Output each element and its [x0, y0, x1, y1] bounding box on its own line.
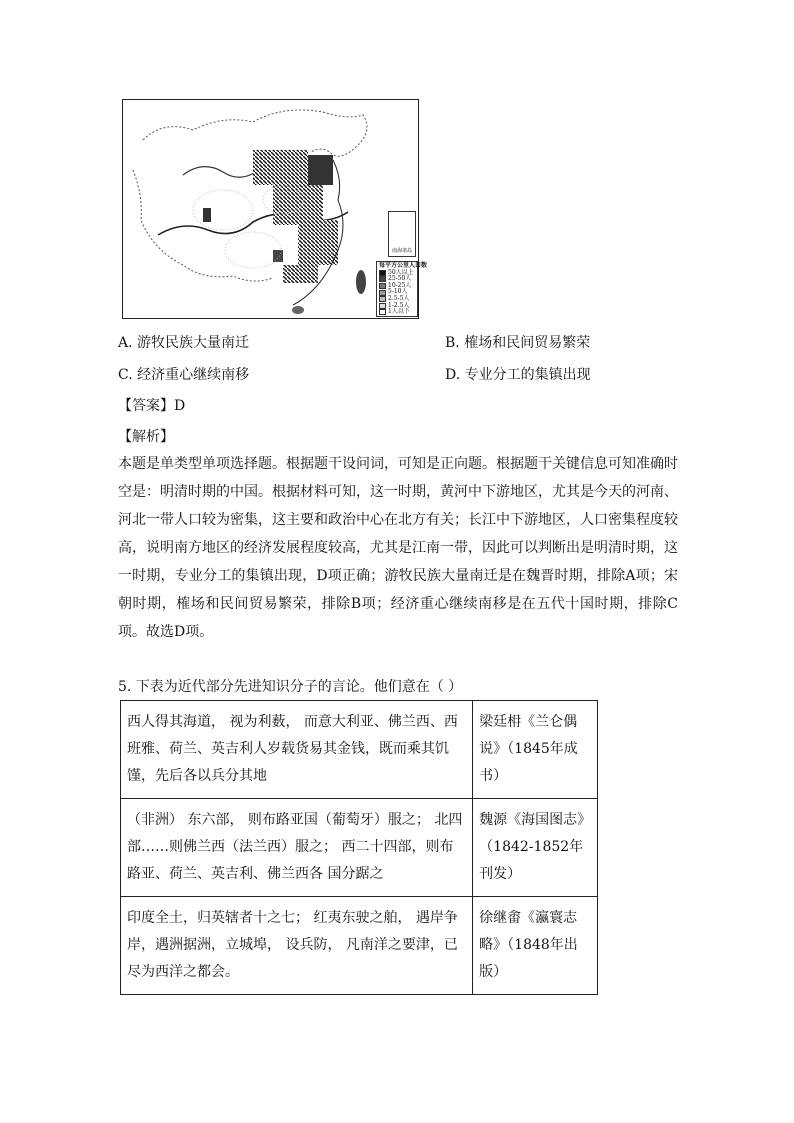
quotes-table: [120, 700, 598, 995]
option-b: B. 榷场和民间贸易繁荣: [445, 335, 591, 351]
quote-cell: （非洲） 东六部， 则布路亚国（葡萄牙）服之； 北四部……则佛兰西（法兰西）服之； 西二十四部，则布路亚、荷兰、英吉利、佛兰西各 国分踞之: [121, 799, 473, 897]
quote-cell: 西人得其海道， 视为利薮， 而意大利亚、佛兰西、西班雅、荷兰、英吉利人岁载货易其金钱，既而乘其饥馑，先后各以兵分其地: [121, 701, 473, 799]
northern-border: [143, 110, 367, 156]
source-cell: 梁廷枏《兰仑偶说》（1845年成书）: [473, 701, 598, 799]
analysis-text: 本题是单类型单项选择题。根据题干设问词，可知是正向题。根据题干关键信息可知准确时空是：明清时期的中国。根据材料可知，这一时期，黄河中下游地区，尤其是今天的河南、河北一带人口较为密集，这主要和政治中心在北方有关；长江中下游地区，人口密集程度较高，说明南方地区的经济发展程度较高，尤其是江南一带，因此可以判断出是明清时期，这一时期，专业分工的集镇出现，D项正确；游牧民族大量南迁是在魏晋时期，排除A项；宋朝时期，榷场和民间贸易繁荣，排除B项；经济重心继续南移是在五代十国时期，排除C项。故选D项。: [118, 456, 678, 640]
legend-item: 10-25人: [379, 283, 415, 290]
western-border: [133, 170, 273, 281]
dense-population-areas: [203, 150, 338, 283]
question-5: 5. 下表为近代部分先进知识分子的言论。他们意在（ ）: [118, 679, 463, 695]
source-cell: 魏源《海国图志》（1842-1852年刊发）: [473, 799, 598, 897]
table-row: [121, 799, 598, 897]
table-row: [121, 701, 598, 799]
option-a: A. 游牧民族大量南迁: [118, 335, 250, 351]
legend-item: 2.5-5人: [379, 296, 415, 303]
legend-item: 1人以下: [379, 309, 415, 316]
legend-item: 25-50人: [379, 276, 415, 283]
option-d: D. 专业分工的集镇出现: [445, 367, 591, 383]
map-legend: [376, 261, 428, 317]
hainan-island: [292, 306, 304, 314]
legend-item: 1-2.5人: [379, 303, 415, 310]
taiwan-island: [356, 270, 366, 294]
population-density-map: [122, 99, 428, 319]
analysis-label: 【解析】: [118, 429, 174, 445]
legend-title: 每平方公里人口数: [379, 262, 428, 269]
legend-item: 5-10人: [379, 289, 415, 296]
quote-cell: 印度全土，归英辖者十之七； 红夷东驶之舶， 遇岸争岸，遇洲据洲，立城埠， 设兵防， 凡南洋之要津，已尽为西洋之都会。: [121, 897, 473, 995]
answer-line: 【答案】D: [118, 398, 186, 414]
inset-label: 南海诸岛: [391, 248, 412, 254]
option-c: C. 经济重心继续南移: [118, 367, 250, 383]
china-map-drawing: [123, 100, 428, 318]
table-row: [121, 897, 598, 995]
legend-item: 50人以上: [379, 270, 415, 277]
south-china-sea-inset: [388, 211, 416, 257]
source-cell: 徐继畬《瀛寰志略》（1848年出版）: [473, 897, 598, 995]
